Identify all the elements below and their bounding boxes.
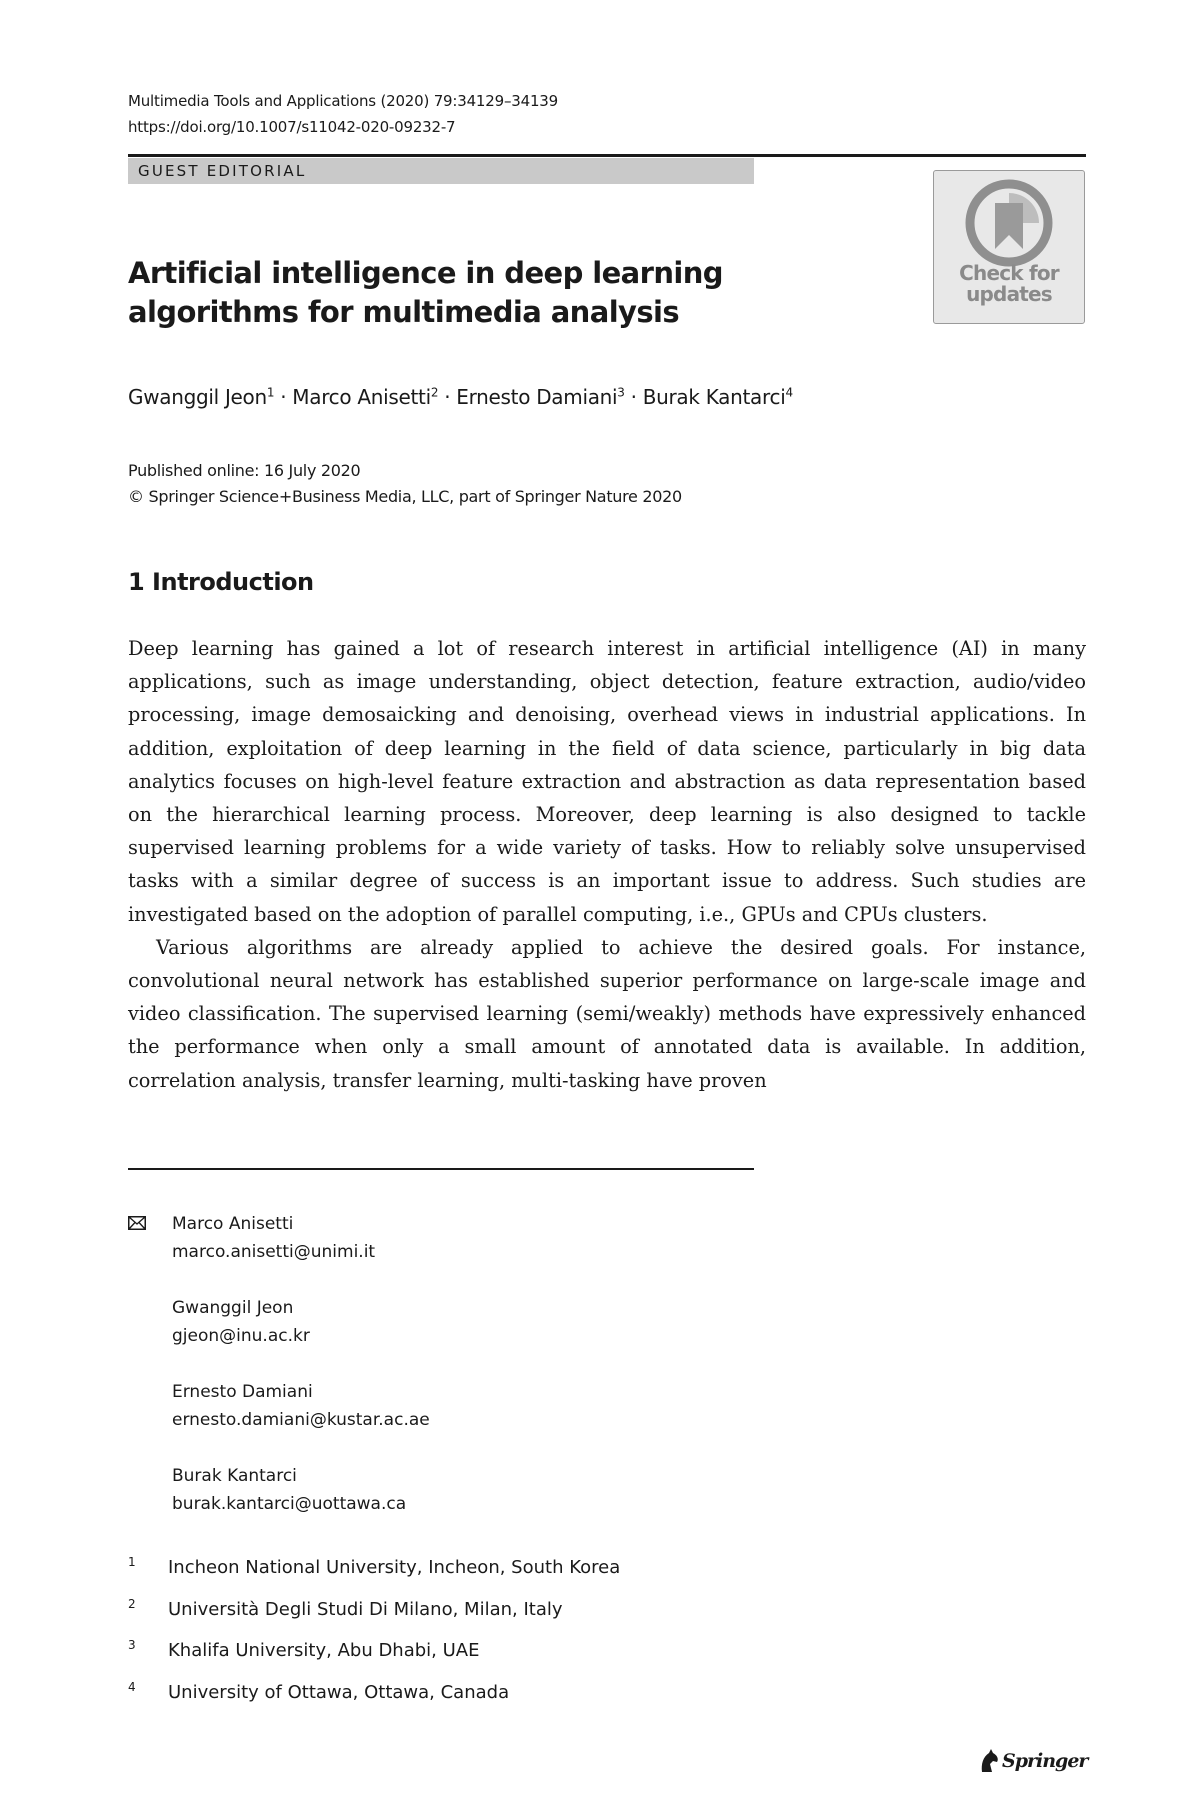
affiliation-number: 2 xyxy=(128,1596,136,1611)
contact-name: Burak Kantarci xyxy=(172,1466,297,1486)
affiliation-text: University of Ottawa, Ottawa, Canada xyxy=(168,1681,510,1703)
springer-wordmark: Springer xyxy=(1002,1750,1088,1772)
affiliation-text: Incheon National University, Incheon, South Korea xyxy=(168,1557,621,1578)
section-heading: 1 Introduction xyxy=(128,568,314,596)
check-for-updates-label xyxy=(934,263,1084,305)
contact-entry xyxy=(128,1210,728,1266)
check-for-updates-badge[interactable] xyxy=(933,170,1085,324)
copyright-notice: © Springer Science+Business Media, LLC, part of Springer Nature 2020 xyxy=(128,487,682,506)
affiliation-text: Università Degli Studi Di Milano, Milan, Italy xyxy=(168,1598,563,1620)
author-affiliation-ref: 2 xyxy=(430,385,439,400)
author-name[interactable]: Ernesto Damiani xyxy=(456,385,618,409)
contact-email[interactable]: gjeon@inu.ac.kr xyxy=(172,1326,310,1346)
contact-entry xyxy=(128,1294,728,1350)
contact-entry xyxy=(128,1462,728,1518)
section-label: GUEST EDITORIAL xyxy=(138,162,307,180)
published-date: Published online: 16 July 2020 xyxy=(128,461,361,480)
envelope-icon xyxy=(128,1216,146,1230)
affiliation-text: Khalifa University, Abu Dhabi, UAE xyxy=(168,1640,480,1661)
contact-name: Ernesto Damiani xyxy=(172,1382,313,1402)
contact-email[interactable]: burak.kantarci@uottawa.ca xyxy=(172,1494,407,1514)
author-affiliation-ref: 3 xyxy=(617,385,625,400)
author-separator: · xyxy=(444,385,451,409)
author-name[interactable]: Marco Anisetti xyxy=(292,385,431,409)
author-separator: · xyxy=(630,385,637,409)
affiliation-item xyxy=(128,1678,828,1720)
author-contacts xyxy=(128,1210,728,1546)
header-rule xyxy=(128,154,1086,157)
author-list xyxy=(128,385,793,409)
springer-logo xyxy=(978,1748,1088,1778)
affiliation-number: 1 xyxy=(128,1555,136,1569)
article-title: Artificial intelligence in deep learning algorithms for multimedia analysis xyxy=(128,256,723,329)
badge-line-2: updates xyxy=(966,282,1052,306)
contact-email[interactable]: marco.anisetti@unimi.it xyxy=(172,1242,376,1262)
section-label-bar xyxy=(128,158,754,184)
contact-name: Gwanggil Jeon xyxy=(172,1298,294,1318)
contact-email[interactable]: ernesto.damiani@kustar.ac.ae xyxy=(172,1410,430,1430)
affiliation-item xyxy=(128,1636,828,1678)
contact-entry xyxy=(128,1378,728,1434)
footnote-rule xyxy=(128,1168,754,1170)
affiliation-item xyxy=(128,1553,828,1595)
affiliation-number: 4 xyxy=(128,1679,136,1694)
affiliation-number: 3 xyxy=(128,1638,136,1652)
springer-horse-icon xyxy=(978,1748,1000,1774)
journal-citation: Multimedia Tools and Applications (2020) 79:34129–34139 xyxy=(128,92,558,110)
body-paragraph: Deep learning has gained a lot of research interest in artificial intelligence (AI) in many applications, such as image understanding, object detection, feature extraction, audio/video processing, image demosaicking and denoising, overhead views in industrial applications. In addition, exploitation of deep learning in the field of data science, particularly in big data analytics focuses on high-level feature extraction and abstraction as data representation based on the hierarchical learning process. Moreover, deep learning is also designed to tackle supervised learning problems for a wide variety of tasks. How to reliably solve unsupervised tasks with a similar degree of success is an important issue to address. Such studies are investigated based on the adoption of parallel computing, i.e., GPUs and CPUs clusters. xyxy=(128,637,1086,926)
doi-link[interactable]: https://doi.org/10.1007/s11042-020-09232-7 xyxy=(128,118,456,136)
badge-line-1: Check for xyxy=(959,261,1059,285)
author-name[interactable]: Gwanggil Jeon xyxy=(128,385,267,409)
body-paragraph: Various algorithms are already applied to achieve the desired goals. For instance, convolutional neural network has established superior performance on large-scale image and video classification. The supervised learning (semi/weakly) methods have expressively enhanced the performance when only a small amount of annotated data is available. In addition, correlation analysis, transfer learning, multi-tasking have proven xyxy=(128,935,1086,1092)
crossmark-icon xyxy=(965,179,1053,267)
author-affiliation-ref: 4 xyxy=(785,385,793,400)
author-name[interactable]: Burak Kantarci xyxy=(642,385,786,409)
author-separator: · xyxy=(280,385,287,409)
affiliation-list xyxy=(128,1553,828,1719)
contact-name: Marco Anisetti xyxy=(172,1214,294,1234)
article-body xyxy=(128,632,1086,1097)
affiliation-item xyxy=(128,1595,828,1637)
author-affiliation-ref: 1 xyxy=(266,385,275,400)
